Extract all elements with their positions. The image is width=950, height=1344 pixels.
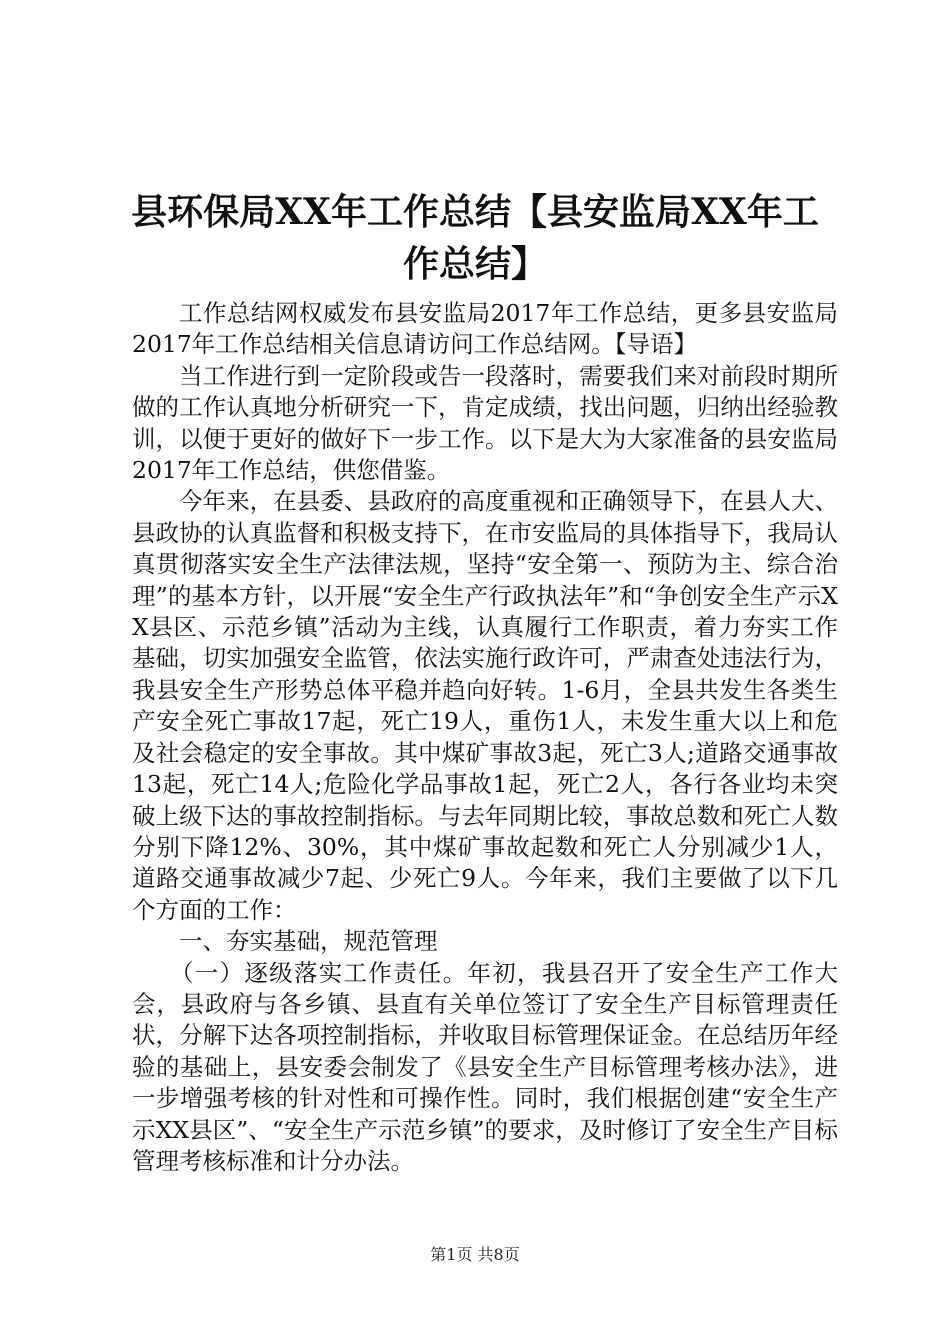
paragraph-preface: 当工作进行到一定阶段或告一段落时，需要我们来对前段时期所做的工作认真地分析研究一下，肯定成绩，找出问题，归纳出经验教训，以便于更好的做好下一步工作。以下是大为大家准备的县安监局2017年工作总结，供您借鉴。: [132, 361, 838, 485]
section-heading: 一、夯实基础，规范管理: [179, 927, 438, 956]
paragraph-overview: 今年来，在县委、县政府的高度重视和正确领导下，在县人大、县政协的认真监督和积极支持下，在市安监局的具体指导下，我局认真贯彻落实安全生产法律法规，坚持“安全第一、预防为主、综合治理”的基本方针，以开展“安全生产行政执法年”和“争创安全生产示XX县区、示范乡镇”活动为主线，认真履行工作职责，着力夯实工作基础，切实加强安全监管，依法实施行政许可，严肃查处违法行为，我县安全生产形势总体平稳并趋向好转。1-6月，全县共发生各类生产安全死亡事故17起，死亡19人，重伤1人，未发生重大以上和危及社会稳定的安全事故。其中煤矿事故3起，死亡3人;道路交通事故13起，死亡14人;危险化学品事故1起，死亡2人，各行各业均未突破上级下达的事故控制指标。与去年同期比较，事故总数和死亡人数分别下降12%、30%，其中煤矿事故起数和死亡人分别减少1人，道路交通事故减少7起、少死亡9人。今年来，我们主要做了以下几个方面的工作：: [132, 487, 838, 924]
paragraph-responsibility: （一）逐级落实工作责任。年初，我县召开了安全生产工作大会，县政府与各乡镇、县直有关单位签订了安全生产目标管理责任状，分解下达各项控制指标，并收取目标管理保证金。在总结历年经验的基础上，县安委会制发了《县安全生产目标管理考核办法》，进一步增强考核的针对性和可操作性。同时，我们根据创建“安全生产示XX县区”、“安全生产示范乡镇”的要求，及时修订了安全生产目标管理考核标准和计分办法。: [132, 958, 838, 1175]
paragraph-intro: 工作总结网权威发布县安监局2017年工作总结，更多县安监局2017年工作总结相关信息请访问工作总结网。【导语】: [132, 299, 838, 359]
document-body: [132, 298, 838, 1177]
document-title: 县环保局XX年工作总结【县安监局XX年工作总结】: [131, 191, 819, 285]
page-footer: 第1页 共8页: [430, 1245, 520, 1264]
